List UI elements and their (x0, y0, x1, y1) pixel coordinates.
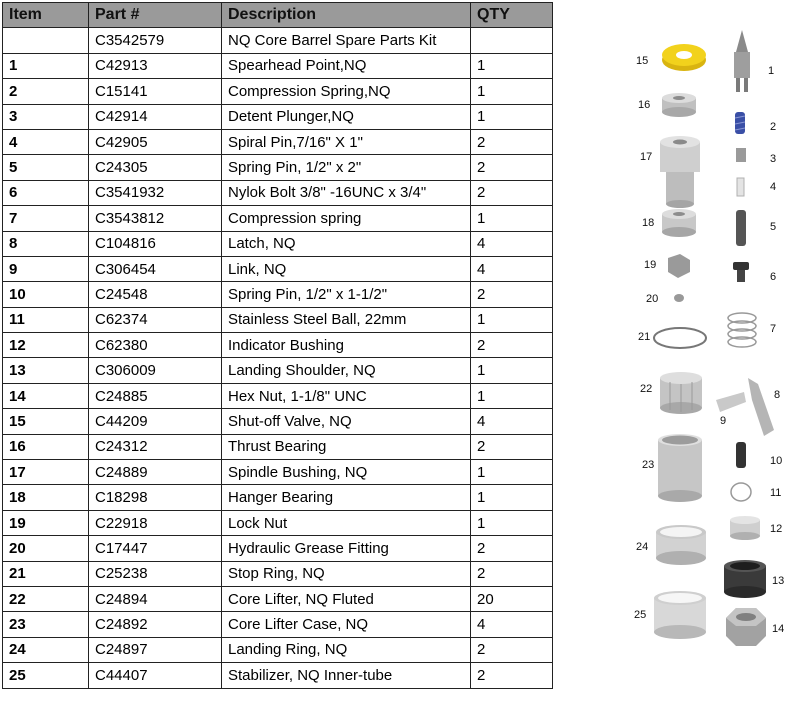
item-cell: 9 (3, 256, 89, 281)
part-spring-pin-short (736, 442, 746, 468)
item-cell: 4 (3, 129, 89, 154)
qty-cell: 4 (471, 231, 553, 256)
part-number-cell: C42905 (89, 129, 222, 154)
callout-21: 21 (638, 331, 651, 343)
part-compression-spring (735, 112, 745, 134)
table-row (3, 586, 553, 611)
part-latch (748, 378, 774, 436)
table-row (3, 256, 553, 281)
part-number-cell: C44407 (89, 663, 222, 688)
qty-cell: 1 (471, 307, 553, 332)
part-number-cell: C62374 (89, 307, 222, 332)
part-number-cell: C104816 (89, 231, 222, 256)
part-number-cell: C24889 (89, 460, 222, 485)
item-cell: 16 (3, 434, 89, 459)
item-cell: 20 (3, 536, 89, 561)
item-cell: 13 (3, 358, 89, 383)
description-cell: Indicator Bushing (222, 333, 471, 358)
part-spring-pin (736, 210, 746, 246)
callout-16: 16 (638, 99, 651, 111)
part-stainless-steel-ball (731, 483, 751, 501)
description-cell: Spiral Pin,7/16" X 1" (222, 129, 471, 154)
qty-cell: 2 (471, 536, 553, 561)
table-row (3, 104, 553, 129)
table-row (3, 434, 553, 459)
table-row (3, 333, 553, 358)
part-detent-plunger (736, 148, 746, 162)
table-row (3, 460, 553, 485)
part-number-cell: C24305 (89, 155, 222, 180)
part-thrust-bearing (662, 93, 696, 117)
part-number-cell: C24892 (89, 612, 222, 637)
description-cell: Shut-off Valve, NQ (222, 409, 471, 434)
part-number-cell: C306009 (89, 358, 222, 383)
qty-cell: 2 (471, 637, 553, 662)
description-cell: Nylok Bolt 3/8" -16UNC x 3/4" (222, 180, 471, 205)
part-number-cell: C44209 (89, 409, 222, 434)
item-cell: 24 (3, 637, 89, 662)
description-cell: Spearhead Point,NQ (222, 53, 471, 78)
part-hex-nut (726, 608, 766, 646)
parts-table (2, 2, 553, 689)
item-cell: 19 (3, 510, 89, 535)
callout-3: 3 (770, 153, 777, 165)
qty-cell: 2 (471, 129, 553, 154)
callout-8: 8 (774, 389, 781, 401)
table-row (3, 206, 553, 231)
header-description: Description (222, 3, 471, 28)
item-cell: 6 (3, 180, 89, 205)
description-cell: Thrust Bearing (222, 434, 471, 459)
description-cell: Stabilizer, NQ Inner-tube (222, 663, 471, 688)
part-lock-nut (668, 254, 690, 278)
description-cell: NQ Core Barrel Spare Parts Kit (222, 28, 471, 53)
part-number-cell: C306454 (89, 256, 222, 281)
item-cell: 21 (3, 561, 89, 586)
item-cell: 12 (3, 333, 89, 358)
part-core-lifter-case (658, 434, 702, 502)
part-compression-spring-coil (728, 313, 756, 347)
item-cell: 3 (3, 104, 89, 129)
description-cell: Compression Spring,NQ (222, 79, 471, 104)
description-cell: Link, NQ (222, 256, 471, 281)
callout-22: 22 (640, 383, 653, 395)
item-cell: 23 (3, 612, 89, 637)
part-number-cell: C15141 (89, 79, 222, 104)
qty-cell: 2 (471, 561, 553, 586)
part-hanger-bearing (662, 209, 696, 237)
callout-5: 5 (770, 221, 777, 233)
callout-10: 10 (770, 455, 783, 467)
item-cell: 7 (3, 206, 89, 231)
description-cell: Hex Nut, 1-1/8" UNC (222, 383, 471, 408)
qty-cell: 20 (471, 586, 553, 611)
table-row (3, 561, 553, 586)
table-row (3, 180, 553, 205)
description-cell: Spindle Bushing, NQ (222, 460, 471, 485)
part-number-cell: C3542579 (89, 28, 222, 53)
description-cell: Landing Shoulder, NQ (222, 358, 471, 383)
part-number-cell: C24885 (89, 383, 222, 408)
callout-11: 11 (770, 487, 782, 499)
table-row (3, 536, 553, 561)
callout-2: 2 (770, 121, 777, 133)
qty-cell: 1 (471, 79, 553, 104)
qty-cell: 1 (471, 206, 553, 231)
qty-cell: 2 (471, 434, 553, 459)
item-cell: 11 (3, 307, 89, 332)
table-row (3, 358, 553, 383)
description-cell: Hanger Bearing (222, 485, 471, 510)
table-row (3, 510, 553, 535)
part-shut-off-valve (662, 44, 706, 71)
callout-7: 7 (770, 323, 777, 335)
qty-cell: 1 (471, 358, 553, 383)
table-row (3, 155, 553, 180)
callout-25: 25 (634, 609, 647, 621)
part-core-lifter (660, 372, 702, 414)
item-cell: 22 (3, 586, 89, 611)
table-row (3, 53, 553, 78)
item-cell: 17 (3, 460, 89, 485)
table-row (3, 28, 553, 53)
item-cell: 14 (3, 383, 89, 408)
item-cell: 15 (3, 409, 89, 434)
item-cell: 2 (3, 79, 89, 104)
part-spindle-bushing (660, 136, 700, 208)
callout-6: 6 (770, 271, 777, 283)
item-cell: 18 (3, 485, 89, 510)
callout-12: 12 (770, 523, 783, 535)
table-row (3, 663, 553, 688)
qty-cell: 2 (471, 180, 553, 205)
description-cell: Stop Ring, NQ (222, 561, 471, 586)
qty-cell: 1 (471, 104, 553, 129)
item-cell (3, 28, 89, 53)
callout-20: 20 (646, 293, 659, 305)
table-row (3, 79, 553, 104)
part-number-cell: C24894 (89, 586, 222, 611)
part-number-cell: C17447 (89, 536, 222, 561)
callout-13: 13 (772, 575, 785, 587)
callout-24: 24 (636, 541, 649, 553)
qty-cell: 2 (471, 663, 553, 688)
description-cell: Spring Pin, 1/2" x 1-1/2" (222, 282, 471, 307)
callout-23: 23 (642, 459, 655, 471)
table-row (3, 231, 553, 256)
qty-cell: 1 (471, 383, 553, 408)
description-cell: Core Lifter Case, NQ (222, 612, 471, 637)
qty-cell: 1 (471, 510, 553, 535)
description-cell: Spring Pin, 1/2" x 2" (222, 155, 471, 180)
part-stabilizer (654, 591, 706, 639)
callout-14: 14 (772, 623, 785, 635)
description-cell: Lock Nut (222, 510, 471, 535)
callout-18: 18 (642, 217, 655, 229)
description-cell: Core Lifter, NQ Fluted (222, 586, 471, 611)
part-number-cell: C42914 (89, 104, 222, 129)
qty-cell: 2 (471, 155, 553, 180)
part-indicator-bushing (730, 516, 760, 540)
table-row (3, 383, 553, 408)
part-number-cell: C3541932 (89, 180, 222, 205)
part-number-cell: C24897 (89, 637, 222, 662)
part-number-cell: C3543812 (89, 206, 222, 231)
part-grease-fitting (674, 294, 684, 302)
part-number-cell: C25238 (89, 561, 222, 586)
callout-17: 17 (640, 151, 653, 163)
part-link (716, 392, 746, 412)
description-cell: Stainless Steel Ball, 22mm (222, 307, 471, 332)
qty-cell: 2 (471, 282, 553, 307)
callout-15: 15 (636, 55, 649, 67)
item-cell: 1 (3, 53, 89, 78)
part-nylok-bolt (733, 262, 749, 282)
description-cell: Compression spring (222, 206, 471, 231)
table-row (3, 485, 553, 510)
table-header-row (3, 3, 553, 28)
qty-cell: 1 (471, 53, 553, 78)
header-part-number: Part # (89, 3, 222, 28)
table-row (3, 637, 553, 662)
callout-1: 1 (768, 65, 775, 77)
qty-cell: 4 (471, 409, 553, 434)
description-cell: Detent Plunger,NQ (222, 104, 471, 129)
part-number-cell: C24548 (89, 282, 222, 307)
callout-19: 19 (644, 259, 657, 271)
callout-9: 9 (720, 415, 727, 427)
header-qty: QTY (471, 3, 553, 28)
qty-cell: 1 (471, 485, 553, 510)
item-cell: 8 (3, 231, 89, 256)
description-cell: Landing Ring, NQ (222, 637, 471, 662)
qty-cell (471, 28, 553, 53)
table-row (3, 307, 553, 332)
callout-4: 4 (770, 181, 777, 193)
part-landing-ring (656, 525, 706, 565)
qty-cell: 4 (471, 612, 553, 637)
table-row (3, 282, 553, 307)
header-item: Item (3, 3, 89, 28)
table-row (3, 612, 553, 637)
item-cell: 25 (3, 663, 89, 688)
part-landing-shoulder (724, 560, 766, 598)
part-number-cell: C24312 (89, 434, 222, 459)
qty-cell: 4 (471, 256, 553, 281)
qty-cell: 1 (471, 460, 553, 485)
description-cell: Latch, NQ (222, 231, 471, 256)
part-number-cell: C22918 (89, 510, 222, 535)
part-spearhead-point (734, 30, 750, 92)
qty-cell: 2 (471, 333, 553, 358)
part-number-cell: C62380 (89, 333, 222, 358)
item-cell: 5 (3, 155, 89, 180)
part-number-cell: C18298 (89, 485, 222, 510)
item-cell: 10 (3, 282, 89, 307)
part-number-cell: C42913 (89, 53, 222, 78)
part-spiral-pin (737, 178, 744, 196)
part-stop-ring (654, 328, 706, 348)
table-row (3, 409, 553, 434)
description-cell: Hydraulic Grease Fitting (222, 536, 471, 561)
table-row (3, 129, 553, 154)
exploded-parts-diagram (560, 0, 800, 709)
